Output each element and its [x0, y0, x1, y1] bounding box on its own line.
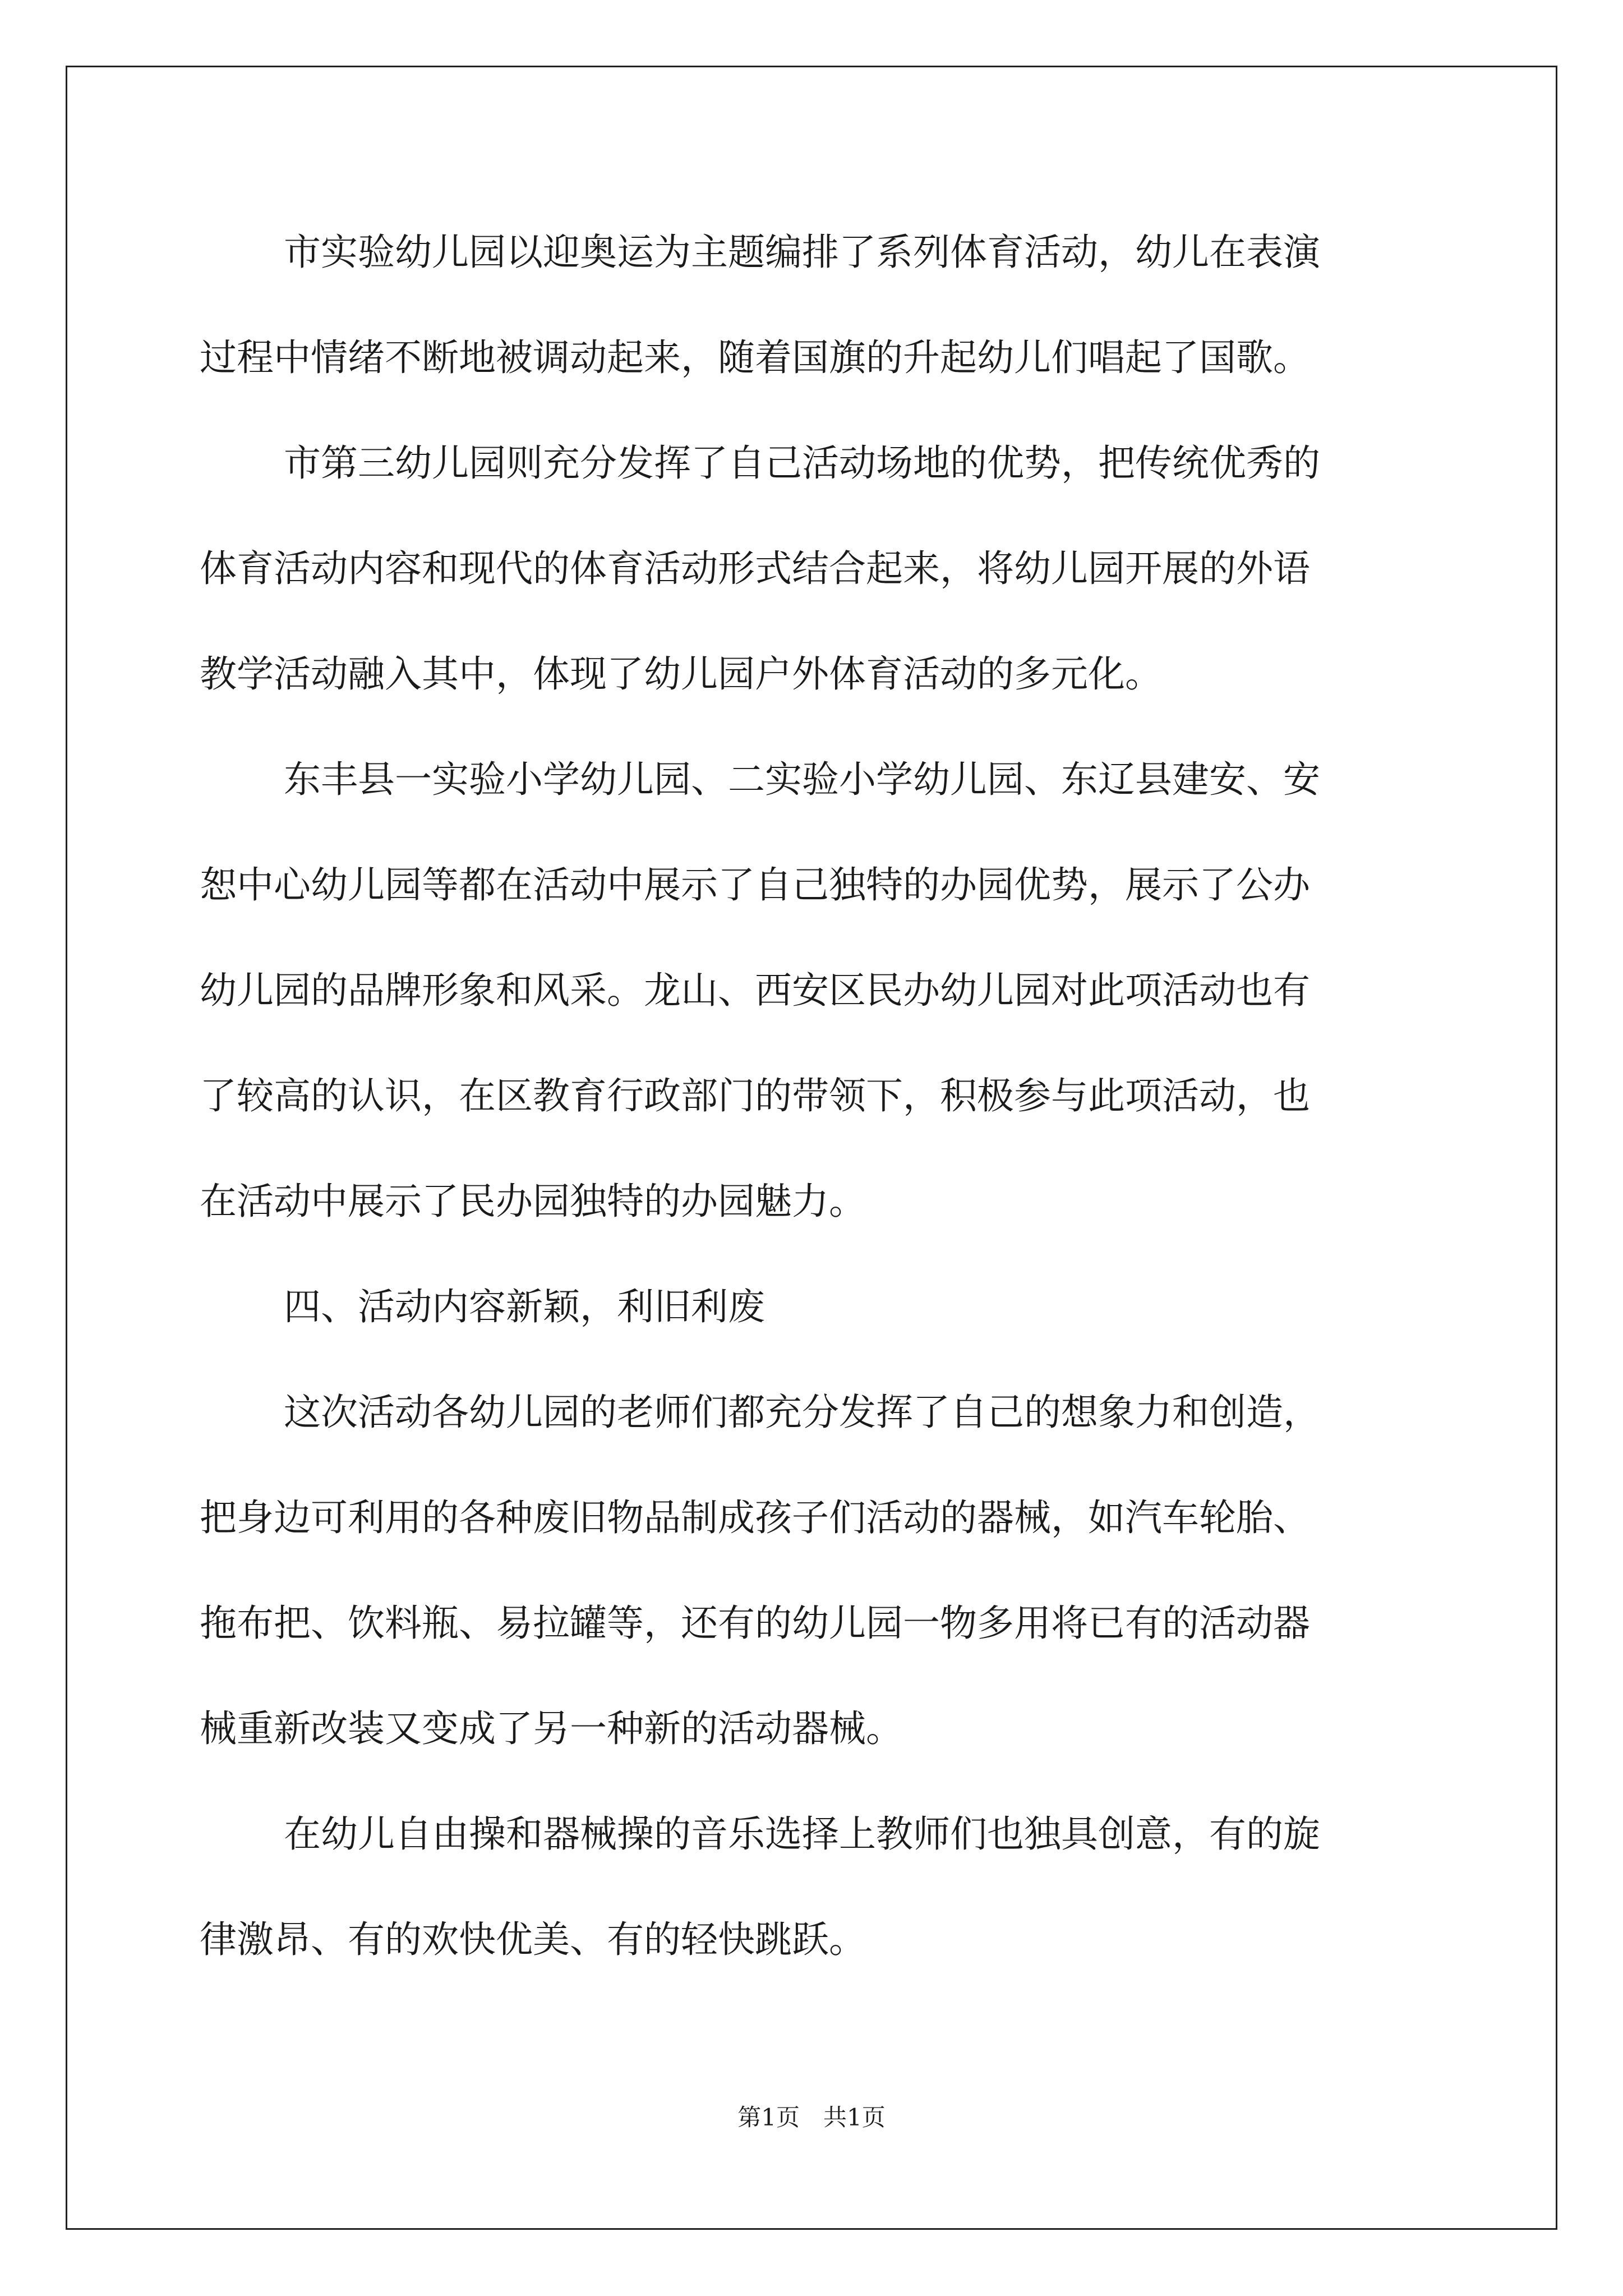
text-line: 这次活动各幼儿园的老师们都充分发挥了自己的想象力和创造，: [284, 1391, 1320, 1434]
section-heading: [200, 1273, 1422, 1379]
heading-text: 四、活动内容新颖，利旧利废: [284, 1285, 765, 1328]
text-line: 教学活动融入其中，体现了幼儿园户外体育活动的多元化。: [200, 652, 1162, 696]
text-line: 幼儿园的品牌形象和风采。龙山、西安区民办幼儿园对此项活动也有: [200, 969, 1310, 1012]
text-line: 律激昂、有的欢快优美、有的轻快跳跃。: [200, 1918, 866, 1961]
text-line: 在幼儿自由操和器械操的音乐选择上教师们也独具创意，有的旋: [284, 1812, 1320, 1856]
text-line: 在活动中展示了民办园独特的办园魅力。: [200, 1180, 866, 1223]
paragraph: [200, 746, 1422, 1273]
paragraph: [200, 1801, 1422, 2012]
text-line: 械重新改装又变成了另一种新的活动器械。: [200, 1707, 903, 1750]
page-number: 第1页 共1页: [737, 2104, 886, 2131]
text-line: 过程中情绪不断地被调动起来，随着国旗的升起幼儿们唱起了国歌。: [200, 336, 1310, 379]
text-line: 市第三幼儿园则充分发挥了自己活动场地的优势，把传统优秀的: [284, 441, 1320, 485]
text-line: 把身边可利用的各种废旧物品制成孩子们活动的器械，如汽车轮胎、: [200, 1496, 1310, 1539]
paragraph: [200, 1379, 1422, 1801]
text-line: 拖布把、饮料瓶、易拉罐等，还有的幼儿园一物多用将已有的活动器: [200, 1602, 1310, 1645]
paragraph: [200, 219, 1422, 430]
document-body: [200, 219, 1422, 2012]
page-footer: [0, 2101, 1623, 2134]
text-line: 市实验幼儿园以迎奥运为主题编排了系列体育活动，幼儿在表演: [284, 231, 1320, 274]
text-line: 了较高的认识，在区教育行政部门的带领下，积极参与此项活动，也: [200, 1074, 1310, 1117]
paragraph: [200, 430, 1422, 746]
text-line: 东丰县一实验小学幼儿园、二实验小学幼儿园、东辽县建安、安: [284, 758, 1320, 801]
text-line: 恕中心幼儿园等都在活动中展示了自己独特的办园优势，展示了公办: [200, 863, 1310, 907]
text-line: 体育活动内容和现代的体育活动形式结合起来，将幼儿园开展的外语: [200, 547, 1310, 590]
